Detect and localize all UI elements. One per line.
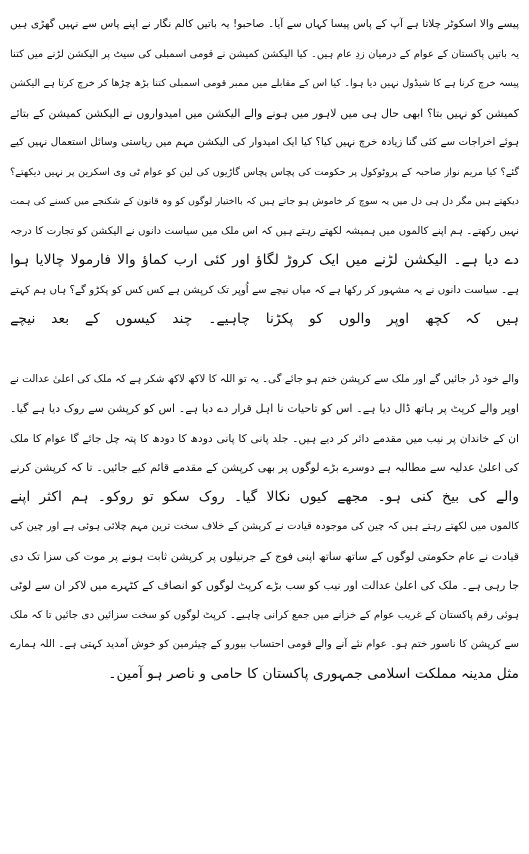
text-line: کالموں میں لکھتے رہتے ہیں کہ چین کی موجودہ قیادت نے کرپشن کے خلاف سخت ترین مہم چلائی ہوئی ہے اور چین کی [10,521,519,532]
article-paragraph-1 [10,10,519,335]
text-line: ہے۔ سیاست دانوں نے یہ مشہور کر رکھا ہے کہ میاں نیچے سے اُوپر تک کرپشن ہے کس کس کو پکڑو گے؟ ہاں ہم کہتے [10,283,519,296]
text-line: والے خود ڈر جائیں گے اور ملک سے کرپشن ختم ہو جائے گی۔ یہ تو اللہ کا لاکھ لاکھ شکر ہے کہ ملک کی اعلیٰ عدالت نے [10,372,519,385]
text-line: ان کے خاندان پر نیب میں مقدمے دائر کر دیے ہیں۔ جلد پانی کا پانی دودھ کا دودھ کا پتہ چل جائے گا عوام کا ملک [10,431,519,445]
text-line: قیادت نے عام حکومتی لوگوں کے ساتھ ساتھ اپنی فوج کے جرنیلوں پر کرپشن ثابت ہونے پر موت کی سزا تک دی [10,549,519,563]
article-paragraph-2 [10,365,519,690]
text-line: دے دیا ہے۔ الیکشن لڑنے میں ایک کروڑ لگاؤ اور کئی ارب کماؤ والا فارمولا چالایا ہوا [10,252,519,268]
text-line: یہ باتیں پاکستان کے عوام کے درمیان زدِ عام ہیں۔ کیا الیکشن کمیشن نے قومی اسمبلی کی سیٹ پر الیکشن لڑنے میں کتنا [10,48,519,60]
text-line: جا رہی ہے۔ ملک کی اعلیٰ عدالت اور نیب کو سب بڑے کرپٹ لوگوں کو انصاف کے کٹہرے میں لاکر ان سے لوٹی [10,579,519,592]
text-line: والے کی بیخ کنی ہو۔ مجھے کیوں نکالا گیا۔ روک سکو تو روکو۔ ہم اکثر اپنے [10,488,519,505]
text-line: ہیں کہ کچھ اوپر والوں کو پکڑنا چاہیے۔ چند کیسوں کے بعد نیچے [10,311,519,327]
text-line: گئے؟ کیا مریم نواز صاحبہ کے پروٹوکول پر حکومت کی پچاس پچاس گاڑیوں کی لین کو عوام ٹی وی اسکرین پر نہیں دیکھتے؟ [10,166,519,178]
text-line: پیسے والا اسکوٹر چلاتا ہے آپ کے پاس پیسا کہاں سے آیا۔ صاحبو! یہ باتیں کالم نگار نے اپنے پاس سے نہیں گھڑی ہیں [10,18,519,30]
text-line: کمیشن کو نہیں بتا؟ ابھی حال ہی میں لاہور میں ہونے والے الیکشن میں امیدواروں نے الیکشن کمیشن کے بتائے [10,106,519,120]
text-line: مثل مدینہ مملکت اسلامی جمہوری پاکستان کا حامی و ناصر ہو آمین۔ [108,665,519,682]
text-line: کی اعلیٰ عدلیہ سے مطالبہ ہے دوسرے بڑے لوگوں پر بھی کرپشن کے مقدمے قائم کیے جائیں۔ تا کہ کرپشن کرنے [10,461,519,474]
text-line: اوپر والے کرپٹ پر ہاتھ ڈال دیا ہے۔ اس کو تاحیات نا اہل قرار دے دیا ہے۔ اس کو کرپشن سے روک دیا ہے گیا۔ [10,402,519,415]
text-line: نہیں رکھتے۔ ہم اپنے کالموں میں ہمیشہ لکھتے رہتے ہیں کہ اس ملک میں سیاست دانوں نے الیکشن کو تجارت کا درجہ [10,224,519,237]
text-line: سے کرپشن کا ناسور ختم ہو۔ عوام نئے آنے والے قومی احتساب بیورو کے چیئرمین کو خوش آمدید کہتی ہے۔ اللہ ہمارے [10,638,519,650]
text-line: پیسہ خرچ کرنا ہے کا شیڈول نہیں دیا ہوا۔ کیا اس کے مقابلے میں ممبر قومی اسمبلی کتنا بڑھ چڑھا کر خرچ کرتا ہے الیکشن [10,78,519,89]
text-line: ہوئے اخراجات سے کئی گنا زیادہ خرچ نہیں کیا؟ کیا ایک امیدوار کی الیکشن مہم میں ریاستی وسائل استعمال نہیں کیے [10,136,519,148]
text-line: ہوئی رقم پاکستان کے غریب عوام کے خزانے میں جمع کرانی چاہیے۔ کرپٹ لوگوں کو سخت سزائیں دی جائیں تا کہ ملک [10,608,519,621]
paragraph-gap [10,335,519,365]
text-line: دیکھتے ہیں مگر دل ہی دل میں یہ سوچ کر خاموش ہو جاتے ہیں کہ بااختیار لوگوں کو وہ قانون کے شکنجے میں کسنے کی ہمت [10,196,519,207]
